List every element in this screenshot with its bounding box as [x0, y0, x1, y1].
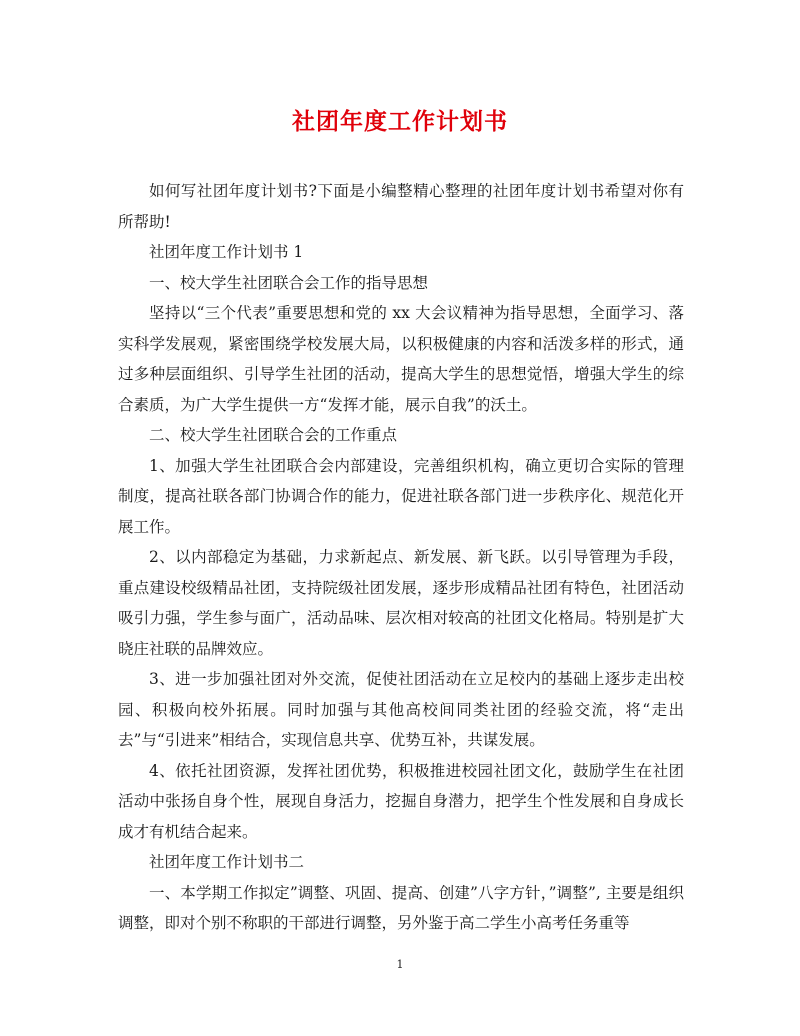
document-body [118, 176, 684, 939]
section-1-heading: 一、校大学生社团联合会工作的指导思想 [149, 273, 429, 292]
body-paragraph: 坚持以“三个代表”重要思想和党的 xx 大会议精神为指导思想，全面学习、落实科学发展观，紧密围绕学校发展大局，以积极健康的内容和活泼多样的形式，通过多种层面组织、引导学生社团的活动，提高大学生的思想觉悟，增强大学生的综合素质，为广大学生提供一方“发挥才能，展示自我”的沃土。 [118, 304, 684, 414]
body-paragraph: 3、进一步加强社团对外交流，促使社团活动在立足校内的基础上逐步走出校园、积极向校外拓展。同时加强与其他高校间同类社团的经验交流，将“走出去”与“引进来”相结合，实现信息共享、优势互补，共谋发展。 [118, 670, 684, 749]
section-2-heading: 二、校大学生社团联合会的工作重点 [149, 426, 398, 444]
document-title: 社团年度工作计划书 [292, 108, 508, 135]
page-number: 1 [396, 958, 404, 971]
body-paragraph: 2、以内部稳定为基础，力求新起点、新发展、新飞跃。以引导管理为手段，重点建设校级精品社团，支持院级社团发展，逐步形成精品社团有特色，社团活动吸引力强，学生参与面广，活动品味、层次相对较高的社团文化格局。特别是扩大晓庄社联的品牌效应。 [118, 548, 684, 658]
body-paragraph: 1、加强大学生社团联合会内部建设，完善组织机构，确立更切合实际的管理制度，提高社联各部门协调合作的能力，促进社联各部门进一步秩序化、规范化开展工作。 [118, 456, 684, 536]
plan-2-heading: 社团年度工作计划书二 [149, 853, 305, 871]
body-paragraph: 4、依托社团资源，发挥社团优势，积极推进校园社团文化，鼓励学生在社团活动中张扬自身个性，展现自身活力，挖掘自身潜力，把学生个性发展和自身成长成才有机结合起来。 [118, 761, 684, 841]
plan-1-heading: 社团年度工作计划书 1 [149, 243, 304, 261]
intro-paragraph: 如何写社团年度计划书?下面是小编整精心整理的社团年度计划书希望对你有所帮助! [118, 182, 684, 231]
body-paragraph: 一、本学期工作拟定”调整、巩固、提高、创建”八字方针，”调整”, 主要是组织调整，即对个别不称职的干部进行调整，另外鉴于高二学生小高考任务重等 [118, 883, 684, 932]
